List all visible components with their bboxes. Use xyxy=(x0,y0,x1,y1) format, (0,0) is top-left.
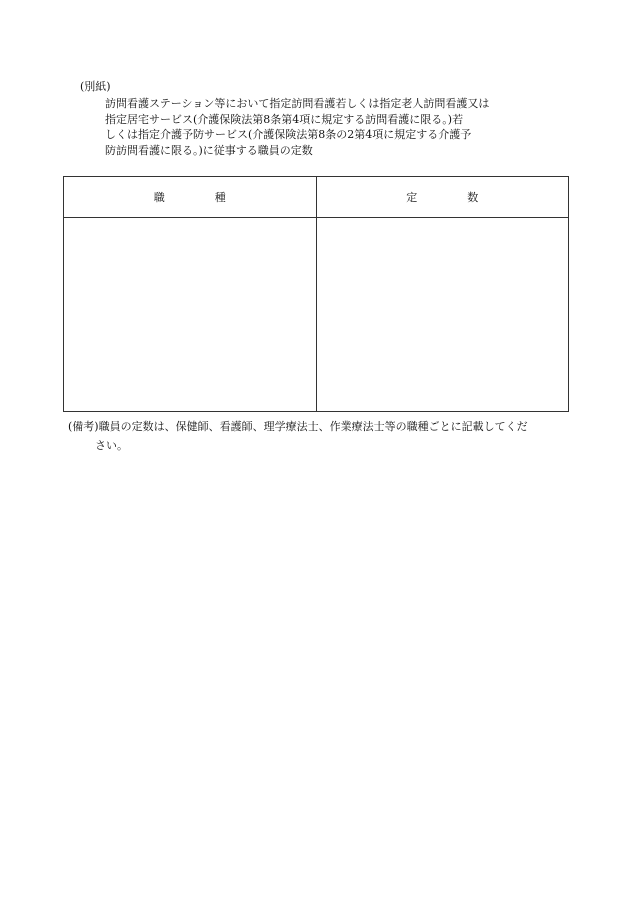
occupation-column-header xyxy=(64,177,317,218)
quota-header-char: 定 xyxy=(406,191,418,204)
quota-header-char: 数 xyxy=(467,191,479,204)
intro-heading xyxy=(105,96,525,158)
quota-column-header xyxy=(316,177,569,218)
quota-cell[interactable] xyxy=(316,218,569,412)
table-row xyxy=(64,218,569,412)
table-header-row xyxy=(64,177,569,218)
note-line: (備考)職員の定数は、保健師、看護師、理学療法士、作業療法士等の職種ごとに記載してくだ xyxy=(68,420,528,433)
attachment-label: (別紙) xyxy=(80,80,111,93)
occupation-header-char: 職 xyxy=(153,191,165,204)
staff-quota-table xyxy=(63,176,569,412)
intro-line: 訪問看護ステーション等において指定訪問看護若しくは指定老人訪問看護又は xyxy=(105,97,490,110)
remarks-note xyxy=(68,417,578,455)
intro-line: 防訪問看護に限る。)に従事する職員の定数 xyxy=(105,143,313,157)
note-line: さい。 xyxy=(95,439,128,452)
occupation-cell[interactable] xyxy=(64,218,317,412)
occupation-header-char: 種 xyxy=(214,191,226,204)
intro-line: 指定居宅サービス(介護保険法第8条第4項に規定する訪問看護に限る。)若 xyxy=(105,112,464,126)
intro-line: しくは指定介護予防サービス(介護保険法第8条の2第4項に規定する介護予 xyxy=(105,128,472,141)
